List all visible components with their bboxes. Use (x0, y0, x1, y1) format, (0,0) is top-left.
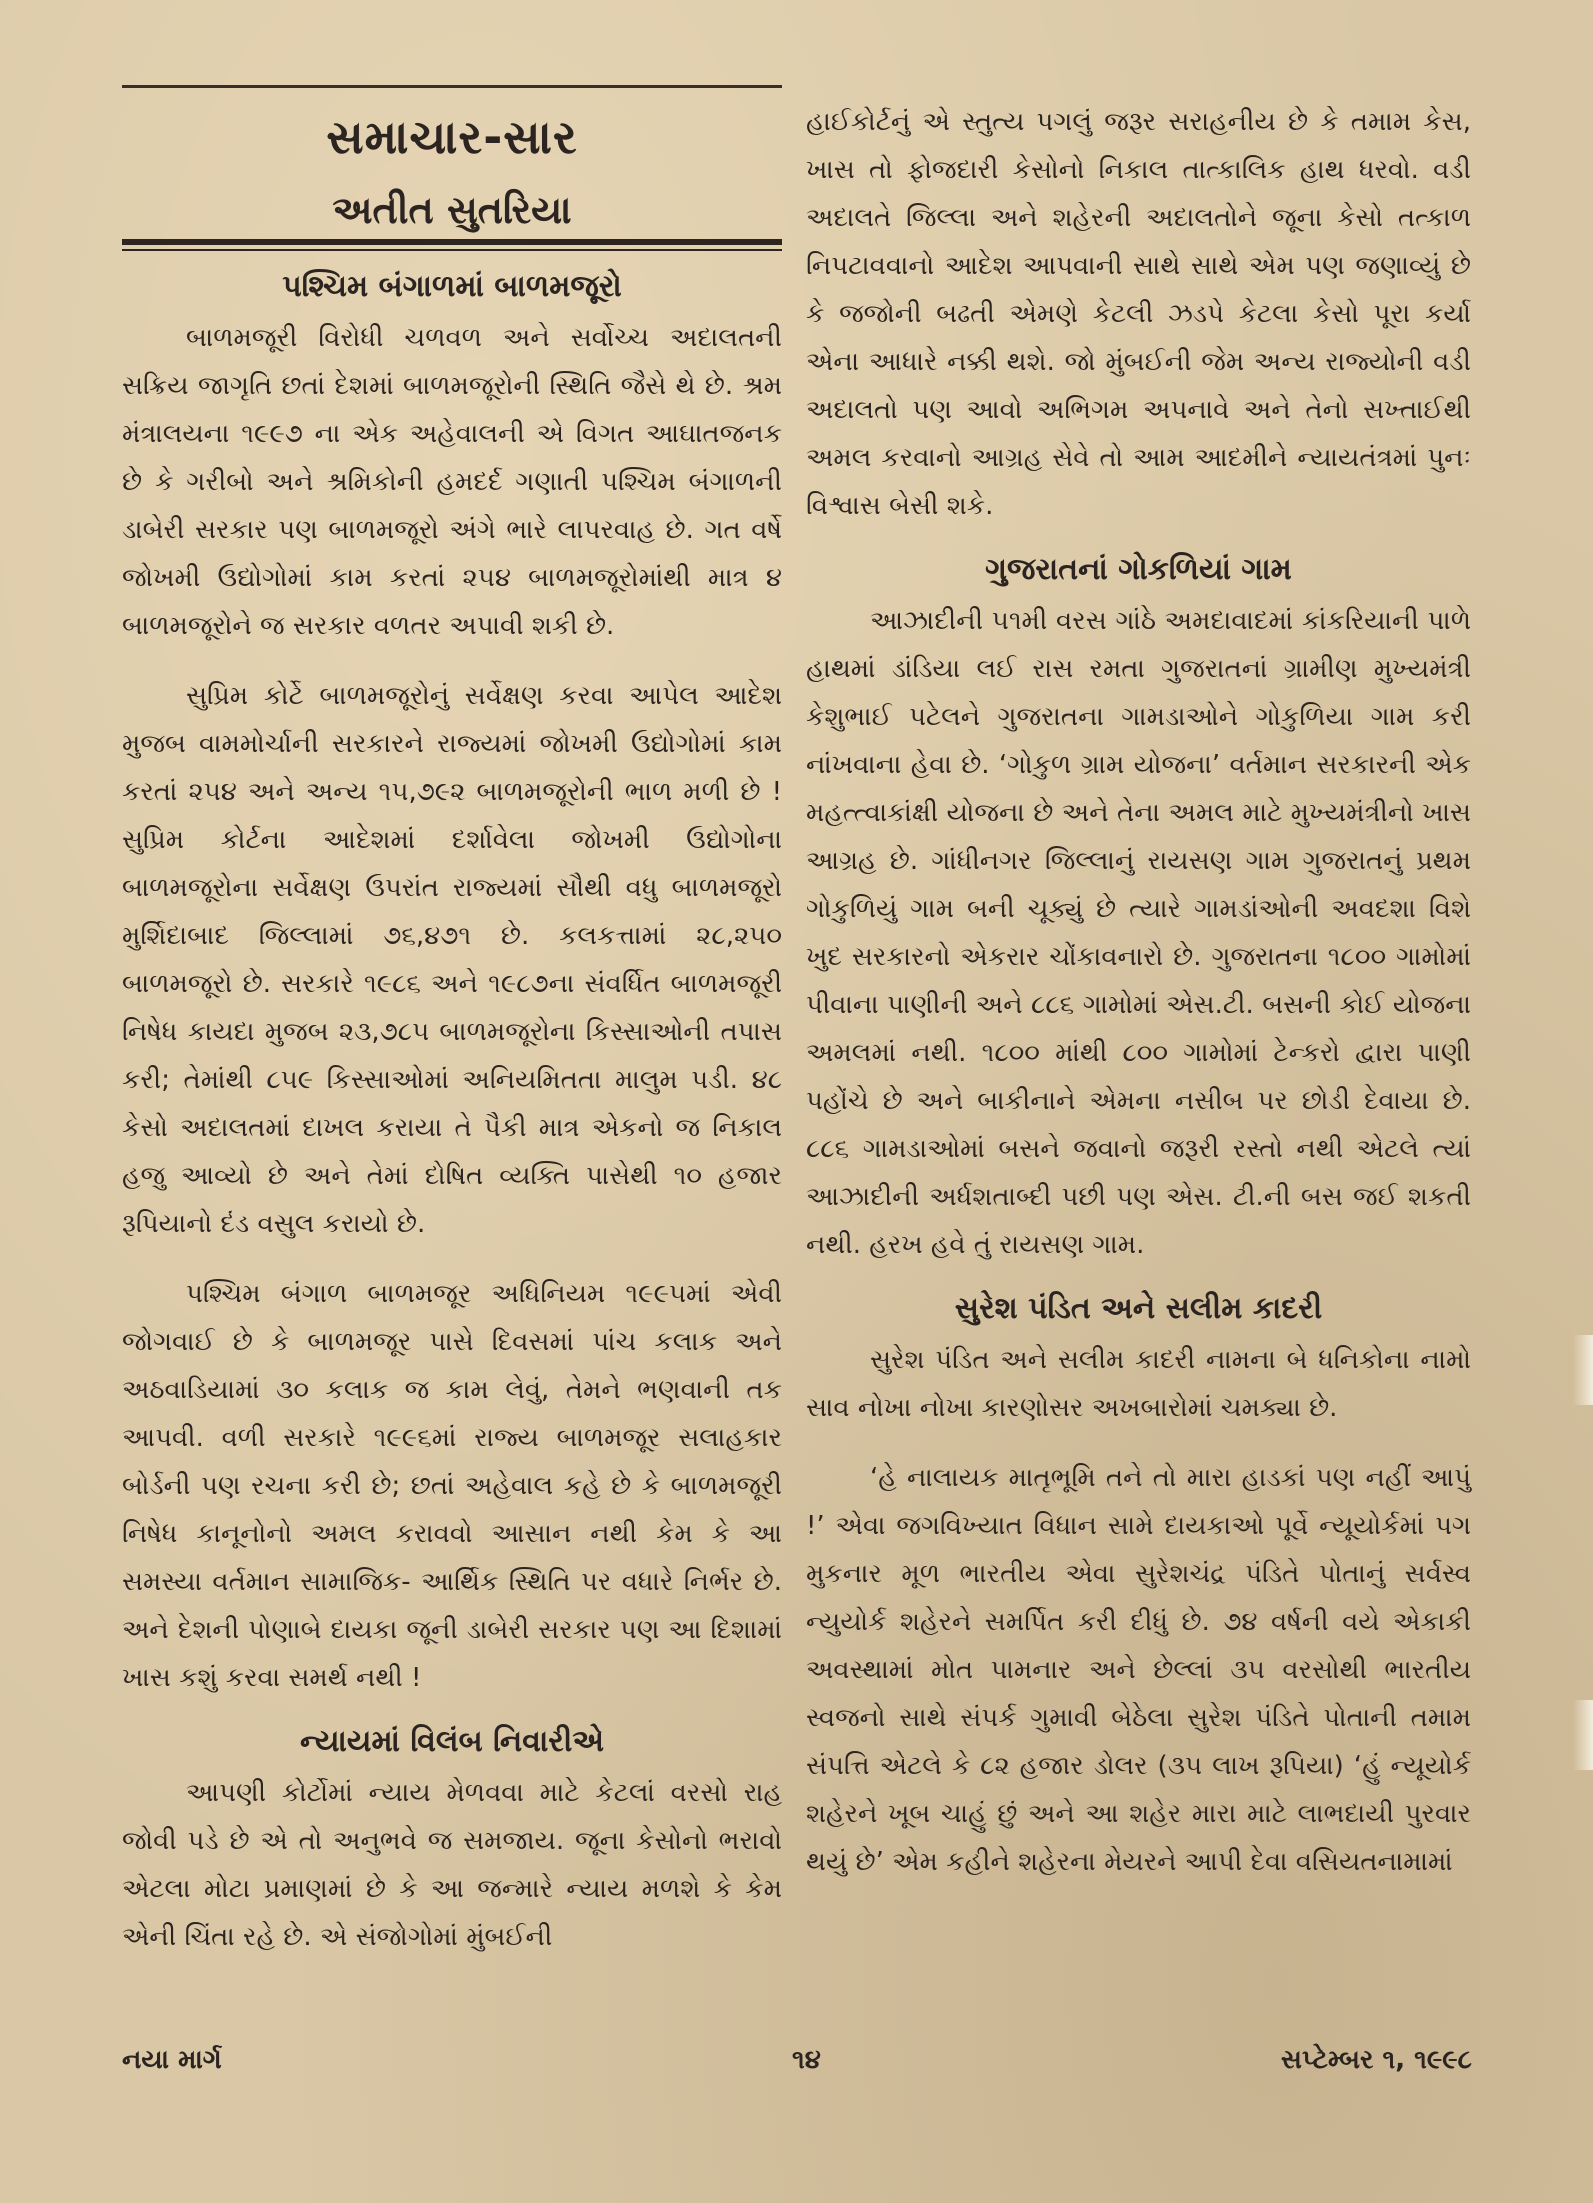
header-rule-thick (122, 239, 782, 245)
column-title: સમાચાર-સાર (326, 110, 578, 164)
section-heading: ન્યાયમાં વિલંબ નિવારીએ (299, 1724, 605, 1759)
paragraph: સુપ્રિમ કોર્ટે બાળમજૂરોનું સર્વેક્ષણ કરવા આપેલ આદેશ મુજબ વામમોર્ચાની સરકારને રાજ્યમાં જોખમી ઉદ્યોગોમાં કામ કરતાં ૨૫૪ અને અન્ય ૧૫,૭૯૨ બાળમજૂરોની ભાળ મળી છે ! સુપ્રિમ કોર્ટના આદેશમાં દર્શાવેલા જોખમી ઉદ્યોગોના બાળમજૂરોના સર્વેક્ષણ ઉપરાંત રાજ્યમાં સૌથી વધુ બાળમજૂરો મુર્શિદાબાદ જિલ્લામાં ૭૬,૪૭૧ છે. કલકત્તામાં ૨૮,૨૫૦ બાળમજૂરો છે. સરકારે ૧૯૮૬ અને ૧૯૮૭ના સંવર્ધિત બાળમજૂરી નિષેધ કાયદા મુજબ ૨૩,૭૮૫ બાળમજૂરોના કિસ્સાઓની તપાસ કરી; તેમાંથી ૮૫૯ કિસ્સાઓમાં અનિયમિતતા માલુમ પડી. ૪૮ કેસો અદાલતમાં દાખલ કરાયા તે પૈકી માત્ર એકનો જ નિકાલ હજુ આવ્યો છે અને તેમાં દોષિત વ્યક્તિ પાસેથી ૧૦ હજાર રૂપિયાનો દંડ વસુલ કરાયો છે. (122, 681, 782, 1239)
author-name: અતીત સુતરિયા (332, 188, 572, 232)
page-number: ૧૪ (792, 2045, 821, 2075)
section-child-labour (122, 269, 782, 1702)
left-column (122, 85, 782, 1983)
section-gokul-villages (806, 552, 1471, 1269)
section-heading: ગુજરાતનાં ગોકળિયાં ગામ (985, 552, 1292, 587)
section-judicial-delay (122, 1724, 782, 1961)
paper-tear-mark (1573, 1335, 1593, 1405)
paragraph: બાળમજૂરી વિરોધી ચળવળ અને સર્વોચ્ચ અદાલતની સક્રિય જાગૃતિ છતાં દેશમાં બાળમજૂરોની સ્થિતિ જૈસે થે છે. શ્રમ મંત્રાલયના ૧૯૯૭ ના એક અહેવાલની એ વિગત આઘાતજનક છે કે ગરીબો અને શ્રમિકોની હમદર્દ ગણાતી પશ્ચિમ બંગાળની ડાબેરી સરકાર પણ બાળમજૂરો અંગે ભારે લાપરવાહ છે. ગત વર્ષે જોખમી ઉદ્યોગોમાં કામ કરતાં ૨૫૪ બાળમજૂરોમાંથી માત્ર ૪ બાળમજૂરોને જ સરકાર વળતર અપાવી શકી છે. (122, 323, 782, 641)
paragraph: આપણી કોર્ટોમાં ન્યાય મેળવવા માટે કેટલાં વરસો રાહ જોવી પડે છે એ તો અનુભવે જ સમજાય. જૂના કેસોનો ભરાવો એટલા મોટા પ્રમાણમાં છે કે આ જન્મારે ન્યાય મળશે કે કેમ એની ચિંતા રહે છે. એ સંજોગોમાં મુંબઈની (122, 1778, 782, 1952)
paragraph: ‘હે નાલાયક માતૃભૂમિ તને તો મારા હાડકાં પણ નહીં આપું !’ એવા જગવિખ્યાત વિધાન સામે દાયકાઓ પૂર્વે ન્યૂયોર્કમાં પગ મુકનાર મૂળ ભારતીય એવા સુરેશચંદ્ર પંડિતે પોતાનું સર્વસ્વ ન્યુયોર્ક શહેરને સમર્પિત કરી દીધું છે. ૭૪ વર્ષની વયે એકાકી અવસ્થામાં મોત પામનાર અને છેલ્લાં ૩૫ વરસોથી ભારતીય સ્વજનો સાથે સંપર્ક ગુમાવી બેઠેલા સુરેશ પંડિતે પોતાની તમામ સંપત્તિ એટલે કે ૮૨ હજાર ડોલર (૩૫ લાખ રૂપિયા) ‘હું ન્યૂયોર્ક શહેરને ખૂબ ચાહું છું અને આ શહેર મારા માટે લાભદાયી પુરવાર થયું છે’ એમ કહીને શહેરના મેયરને આપી દેવા વસિયતનામામાં (806, 1463, 1471, 1877)
section-heading: સુરેશ પંડિત અને સલીમ કાદરી (954, 1291, 1323, 1326)
paragraph: આઝાદીની ૫૧મી વરસ ગાંઠે અમદાવાદમાં કાંકરિયાની પાળે હાથમાં ડાંડિયા લઈ રાસ રમતા ગુજરાતનાં ગ્રામીણ મુખ્યમંત્રી કેશુભાઈ પટેલને ગુજરાતના ગામડાઓને ગોકુળિયા ગામ કરી નાંખવાના હેવા છે. ‘ગોકુળ ગ્રામ યોજના’ વર્તમાન સરકારની એક મહત્ત્વાકાંક્ષી યોજના છે અને તેના અમલ માટે મુખ્યમંત્રીનો ખાસ આગ્રહ છે. ગાંધીનગર જિલ્લાનું રાયસણ ગામ ગુજરાતનું પ્રથમ ગોકુળિયું ગામ બની ચૂક્યું છે ત્યારે ગામડાંઓની અવદશા વિશે ખુદ સરકારનો એકરાર ચોંકાવનારો છે. ગુજરાતના ૧૮૦૦ ગામોમાં પીવાના પાણીની અને ૮૮૬ ગામોમાં એસ.ટી. બસની કોઈ યોજના અમલમાં નથી. ૧૮૦૦ માંથી ૮૦૦ ગામોમાં ટેન્કરો દ્વારા પાણી પહોંચે છે અને બાકીનાને એમના નસીબ પર છોડી દેવાયા છે. ૮૮૬ ગામડાઓમાં બસને જવાનો જરૂરી રસ્તો નથી એટલે ત્યાં આઝાદીની અર્ધશતાબ્દી પછી પણ એસ. ટી.ની બસ જઈ શકતી નથી. હરખ હવે તું રાયસણ ગામ. (806, 606, 1471, 1260)
paragraph: સુરેશ પંડિત અને સલીમ કાદરી નામના બે ધનિકોના નામો સાવ નોખા નોખા કારણોસર અખબારોમાં ચમક્યા છે. (806, 1345, 1471, 1423)
paragraph: હાઈકોર્ટનું એ સ્તુત્ય પગલું જરૂર સરાહનીય છે કે તમામ કેસ, ખાસ તો ફોજદારી કેસોનો નિકાલ તાત્કાલિક હાથ ધરવો. વડી અદાલતે જિલ્લા અને શહેરની અદાલતોને જૂના કેસો તત્કાળ નિપટાવવાનો આદેશ આપવાની સાથે સાથે એમ પણ જણાવ્યું છે કે જજોની બઢતી એમણે કેટલી ઝડપે કેટલા કેસો પૂરા કર્યા એના આધારે નક્કી થશે. જો મુંબઈની જેમ અન્ય રાજ્યોની વડી અદાલતો પણ આવો અભિગમ અપનાવે અને તેનો સખ્તાઈથી અમલ કરવાનો આગ્રહ સેવે તો આમ આદમીને ન્યાયતંત્રમાં પુનઃ વિશ્વાસ બેસી શકે. (806, 107, 1471, 521)
top-rule (122, 85, 782, 88)
publication-name: નયા માર્ગ (122, 2045, 222, 2075)
page-footer (122, 2045, 1472, 2085)
right-column (806, 98, 1471, 1908)
section-heading: પશ્ચિમ બંગાળમાં બાળમજૂરો (282, 269, 622, 304)
section-continuation (806, 98, 1471, 530)
header-rule-thin (122, 249, 782, 251)
section-pandit-qadri (806, 1291, 1471, 1886)
issue-date: સપ્ટેમ્બર ૧, ૧૯૯૮ (1280, 2045, 1472, 2075)
paper-tear-mark (1573, 1700, 1593, 1770)
paragraph: પશ્ચિમ બંગાળ બાળમજૂર અધિનિયમ ૧૯૯૫માં એવી જોગવાઈ છે કે બાળમજૂર પાસે દિવસમાં પાંચ કલાક અને અઠવાડિયામાં ૩૦ કલાક જ કામ લેવું, તેમને ભણવાની તક આપવી. વળી સરકારે ૧૯૯૬માં રાજ્ય બાળમજૂર સલાહકાર બોર્ડની પણ રચના કરી છે; છતાં અહેવાલ કહે છે કે બાળમજૂરી નિષેધ કાનૂનોનો અમલ કરાવવો આસાન નથી કેમ કે આ સમસ્યા વર્તમાન સામાજિક- આર્થિક સ્થિતિ પર વધારે નિર્ભર છે. અને દેશની પોણાબે દાયકા જૂની ડાબેરી સરકાર પણ આ દિશામાં ખાસ કશું કરવા સમર્થ નથી ! (122, 1279, 782, 1693)
